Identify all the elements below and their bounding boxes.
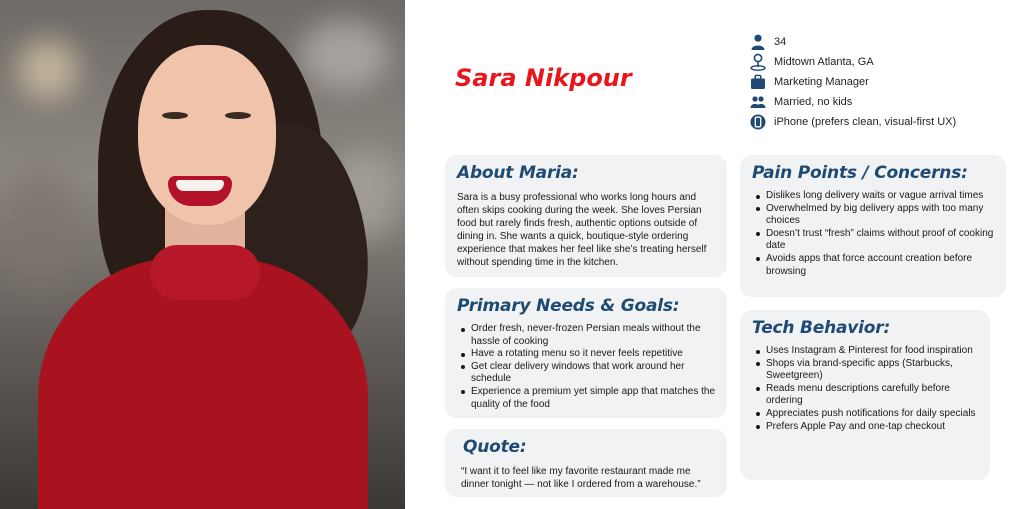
fact-text: Marketing Manager [774,76,869,88]
persona-facts [750,32,956,132]
person-icon [750,33,766,51]
list-item: Reads menu descriptions carefully before ordering [752,383,978,408]
background-bokeh [300,20,390,90]
teeth-shape [176,180,224,191]
collar-shape [150,245,260,300]
pain-points-card [740,155,1006,297]
persona-name: Sara Nikpour [455,64,632,92]
quote-title: Quote: [463,437,527,457]
list-item: Appreciates push notifications for daily specials [752,408,978,421]
persona-photo [0,0,405,509]
needs-card [445,288,727,418]
tech-behavior-card [740,310,990,480]
tech-behavior-list [752,345,978,433]
about-card [445,155,727,277]
fact-family [750,92,956,112]
list-item: Shops via brand-specific apps (Starbucks, Sweetgreen) [752,358,978,383]
list-item: Overwhelmed by big delivery apps with too many choices [752,203,994,228]
list-item: Experience a premium yet simple app that matches the quality of the food [457,386,715,411]
quote-card [445,429,727,497]
fact-location [750,52,956,72]
fact-text: Midtown Atlanta, GA [774,56,874,68]
background-bokeh [0,170,80,290]
briefcase-icon [750,73,766,91]
list-item: Avoids apps that force account creation before browsing [752,253,994,278]
location-pin-icon [750,53,766,71]
pain-points-title: Pain Points / Concerns: [752,163,968,183]
about-text: Sara is a busy professional who works long hours and often skips cooking during the week. She loves Persian food but rarely finds fresh, authentic options outside of dining in. She wants a quick, boutique-style ordering experience that makes her feel like she’s treating herself without spending time in the kitchen. [457,192,707,268]
fact-occupation [750,72,956,92]
fact-text: Married, no kids [774,96,853,108]
fact-text: 34 [774,36,787,48]
eye-shape [162,112,188,119]
needs-title: Primary Needs & Goals: [457,296,680,316]
fact-device [750,112,956,132]
list-item: Get clear delivery windows that work around her schedule [457,361,715,386]
list-item: Prefers Apple Pay and one-tap checkout [752,421,978,434]
quote-text: “I want it to feel like my favorite restaurant made me dinner tonight — not like I ordered from a warehouse.” [461,466,701,490]
list-item: Dislikes long delivery waits or vague arrival times [752,190,994,203]
fact-age [750,32,956,52]
fact-text: iPhone (prefers clean, visual-first UX) [774,116,957,128]
needs-list [457,323,715,411]
list-item: Doesn’t trust “fresh” claims without proof of cooking date [752,228,994,253]
list-item: Order fresh, never-frozen Persian meals without the hassle of cooking [457,323,715,348]
pain-points-list [752,190,994,278]
background-bokeh [18,40,78,100]
people-icon [750,93,766,111]
phone-icon [750,113,766,131]
list-item: Uses Instagram & Pinterest for food inspiration [752,345,978,358]
eye-shape [225,112,251,119]
list-item: Have a rotating menu so it never feels repetitive [457,348,715,361]
tech-behavior-title: Tech Behavior: [752,318,891,338]
about-title: About Maria: [457,163,579,183]
